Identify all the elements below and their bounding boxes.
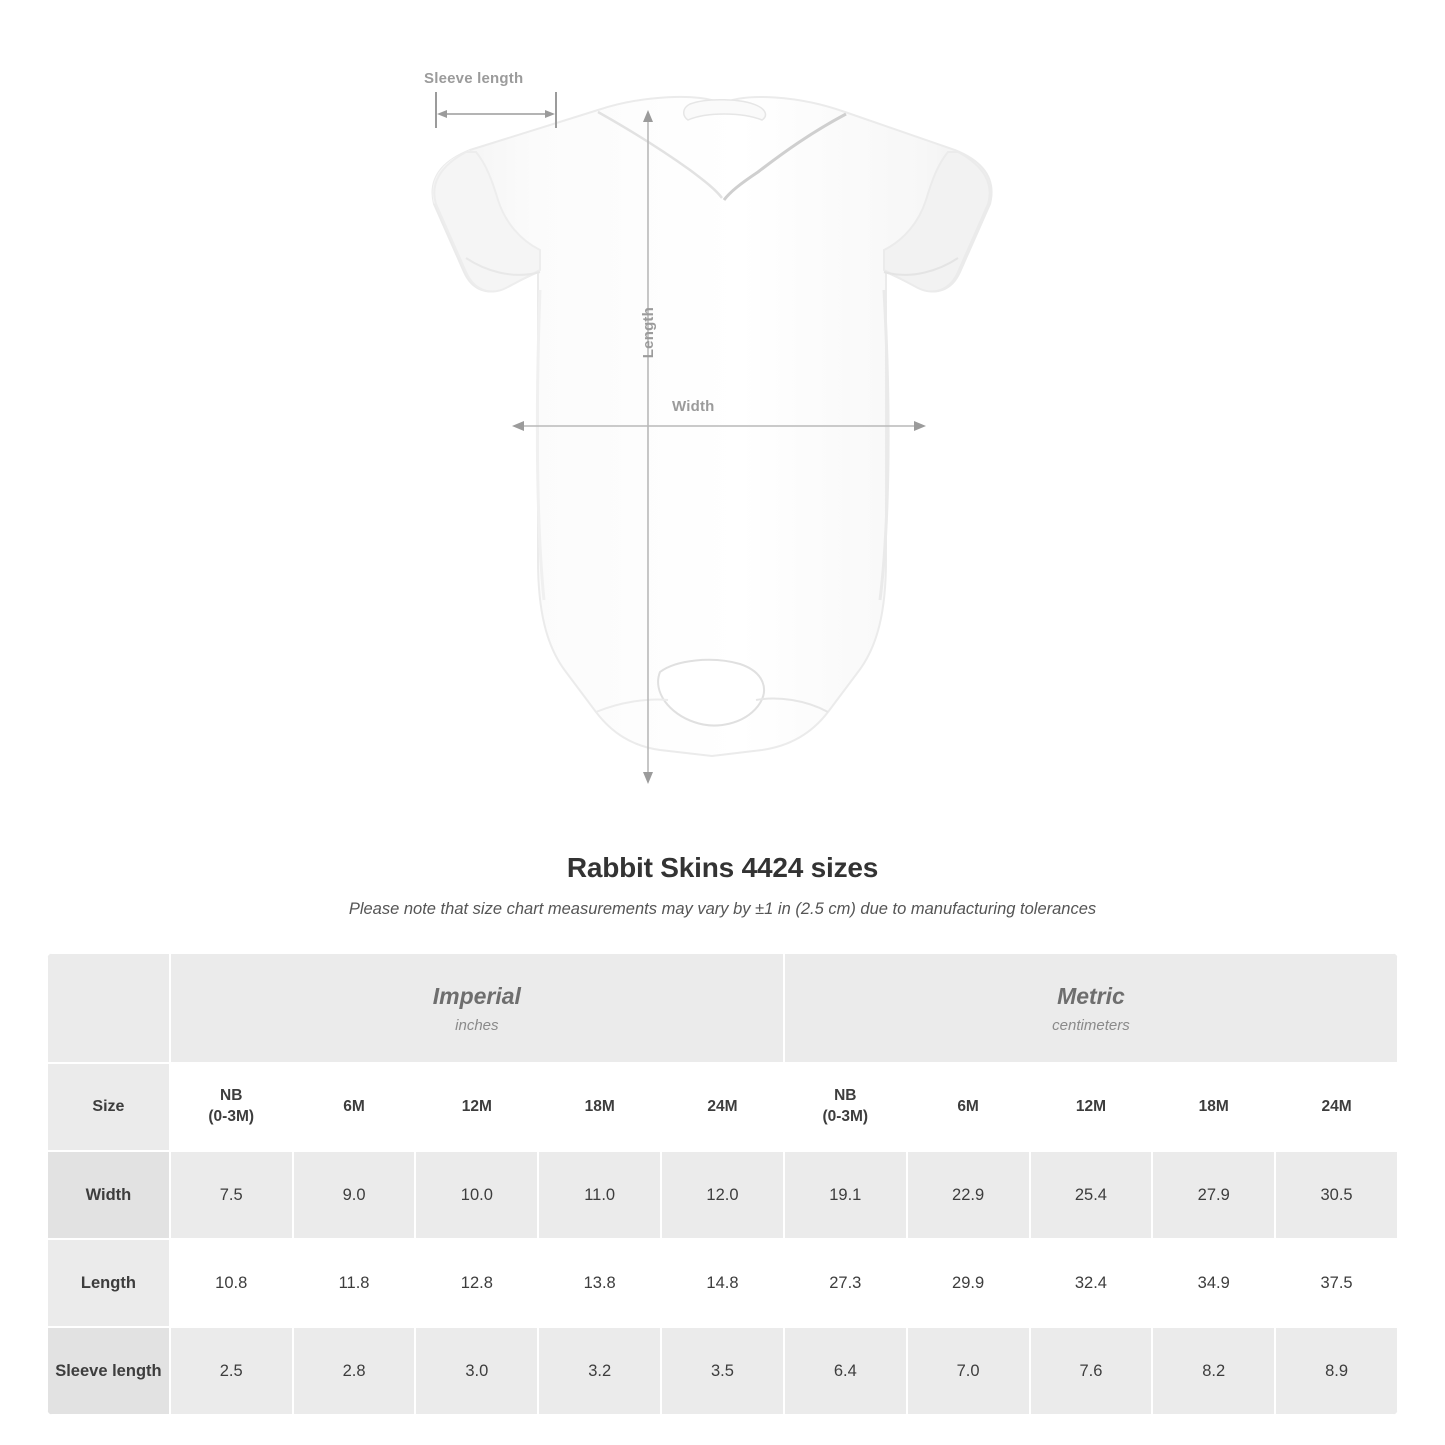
page-title: Rabbit Skins 4424 sizes <box>566 852 879 883</box>
length-label: Length <box>640 307 657 359</box>
col-label: 12M <box>1075 1097 1106 1115</box>
cell-width-metric-18m: 27.9 <box>1152 1151 1275 1239</box>
cell-width-metric-24m: 30.5 <box>1275 1151 1398 1239</box>
cell-length-metric-nb: 27.3 <box>784 1239 907 1327</box>
column-header-imperial-6m <box>293 1063 416 1151</box>
col-label: 6M <box>343 1097 365 1115</box>
col-label: 18M <box>1198 1097 1229 1115</box>
cell-length-imperial-6m: 11.8 <box>293 1239 416 1327</box>
cell-sleeve-imperial-24m: 3.5 <box>661 1327 784 1415</box>
title-block <box>0 852 1445 919</box>
cell-sleeve-imperial-18m: 3.2 <box>538 1327 661 1415</box>
cell-length-imperial-nb: 10.8 <box>170 1239 293 1327</box>
cell-width-imperial-nb: 7.5 <box>170 1151 293 1239</box>
width-label: Width <box>672 398 715 415</box>
cell-sleeve-metric-24m: 8.9 <box>1275 1327 1398 1415</box>
cell-width-imperial-24m: 12.0 <box>661 1151 784 1239</box>
unit-group-imperial <box>170 953 784 1063</box>
sleeve-length-label: Sleeve length <box>424 70 524 87</box>
unit-group-metric-sub: centimeters <box>1052 1016 1130 1034</box>
cell-sleeve-metric-6m: 7.0 <box>907 1327 1030 1415</box>
cell-length-metric-12m: 32.4 <box>1030 1239 1153 1327</box>
cell-width-metric-12m: 25.4 <box>1030 1151 1153 1239</box>
column-header-metric-24m <box>1275 1063 1398 1151</box>
cell-width-metric-6m: 22.9 <box>907 1151 1030 1239</box>
table-row <box>47 1239 1398 1327</box>
unit-group-imperial-sub: inches <box>455 1016 499 1034</box>
size-chart-table <box>46 952 1399 1416</box>
row-label-sleeve-length: Sleeve length <box>47 1327 170 1415</box>
cell-sleeve-metric-18m: 8.2 <box>1152 1327 1275 1415</box>
col-label: NB <box>834 1087 857 1105</box>
cell-length-imperial-24m: 14.8 <box>661 1239 784 1327</box>
cell-sleeve-imperial-nb: 2.5 <box>170 1327 293 1415</box>
column-header-imperial-18m <box>538 1063 661 1151</box>
cell-width-imperial-18m: 11.0 <box>538 1151 661 1239</box>
corner-cell <box>47 953 170 1063</box>
cell-sleeve-metric-nb: 6.4 <box>784 1327 907 1415</box>
column-header-metric-18m <box>1152 1063 1275 1151</box>
row-label-length: Length <box>47 1239 170 1327</box>
cell-width-imperial-6m: 9.0 <box>293 1151 416 1239</box>
table-row <box>47 1327 1398 1415</box>
col-label: 24M <box>707 1097 738 1115</box>
cell-length-metric-24m: 37.5 <box>1275 1239 1398 1327</box>
col-label: 12M <box>461 1097 492 1115</box>
col-sub: (0-3M) <box>822 1108 869 1125</box>
size-chart-wrapper <box>46 952 1399 1416</box>
table-row <box>47 1151 1398 1239</box>
column-header-imperial-nb <box>170 1063 293 1151</box>
unit-group-metric <box>784 953 1398 1063</box>
cell-sleeve-imperial-6m: 2.8 <box>293 1327 416 1415</box>
cell-width-imperial-12m: 10.0 <box>415 1151 538 1239</box>
col-label: 6M <box>957 1097 979 1115</box>
column-header-metric-nb <box>784 1063 907 1151</box>
column-header-imperial-12m <box>415 1063 538 1151</box>
column-header-row <box>47 1063 1398 1151</box>
cell-length-metric-6m: 29.9 <box>907 1239 1030 1327</box>
cell-length-imperial-12m: 12.8 <box>415 1239 538 1327</box>
cell-sleeve-metric-12m: 7.6 <box>1030 1327 1153 1415</box>
unit-group-row <box>47 953 1398 1063</box>
col-label: 24M <box>1321 1097 1352 1115</box>
column-header-metric-6m <box>907 1063 1030 1151</box>
cell-sleeve-imperial-12m: 3.0 <box>415 1327 538 1415</box>
column-header-imperial-24m <box>661 1063 784 1151</box>
unit-group-metric-name: Metric <box>1057 982 1125 1009</box>
cell-length-imperial-18m: 13.8 <box>538 1239 661 1327</box>
row-label-width: Width <box>47 1151 170 1239</box>
col-sub: (0-3M) <box>208 1108 255 1125</box>
cell-width-metric-nb: 19.1 <box>784 1151 907 1239</box>
col-label: NB <box>220 1087 243 1105</box>
col-label: 18M <box>584 1097 615 1115</box>
cell-length-metric-18m: 34.9 <box>1152 1239 1275 1327</box>
header-size-label: Size <box>47 1063 170 1151</box>
column-header-metric-12m <box>1030 1063 1153 1151</box>
unit-group-imperial-name: Imperial <box>432 982 521 1009</box>
measurement-note: Please note that size chart measurements may vary by ±1 in (2.5 cm) due to manufacturing tolerances <box>348 900 1097 918</box>
